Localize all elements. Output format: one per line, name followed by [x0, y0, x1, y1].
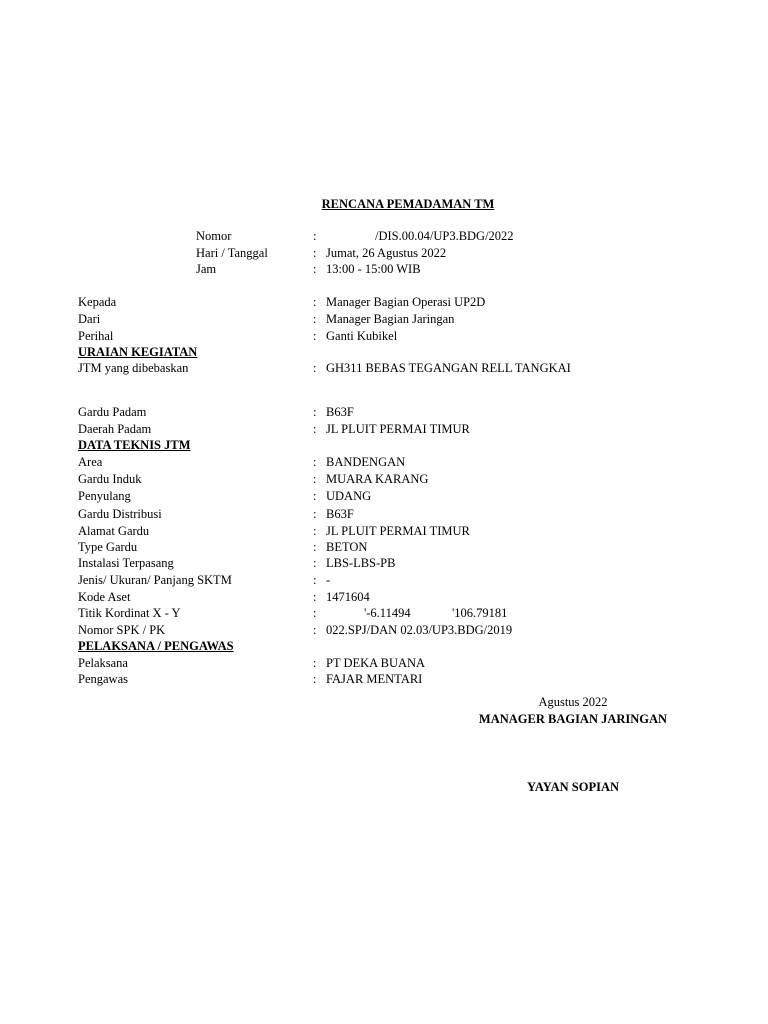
field-label: Area	[78, 455, 103, 469]
field-value: Manager Bagian Operasi UP2D	[326, 295, 486, 309]
signature-name: YAYAN SOPIAN	[526, 780, 620, 794]
jtm-row	[0, 361, 768, 377]
memo-row-dari	[0, 312, 768, 328]
memo-row-perihal	[0, 329, 768, 345]
field-value: JL PLUIT PERMAI TIMUR	[326, 524, 470, 538]
colon: :	[313, 656, 317, 670]
section-heading-teknis: DATA TEKNIS JTM	[78, 438, 191, 452]
header-value: 13:00 - 15:00 WIB	[326, 262, 421, 276]
coordinate-x-value: '-6.11494	[364, 606, 411, 620]
field-value: GH311 BEBAS TEGANGAN RELL TANGKAI	[326, 361, 571, 375]
field-value: B63F	[326, 507, 354, 521]
field-label: JTM yang dibebaskan	[78, 361, 189, 375]
field-label: Penyulang	[78, 489, 131, 503]
teknis-row-area	[0, 455, 768, 471]
field-label: Alamat Gardu	[78, 524, 150, 538]
field-value: UDANG	[326, 489, 372, 503]
field-label: Gardu Induk	[78, 472, 142, 486]
padam-row-gardu	[0, 405, 768, 421]
colon: :	[313, 229, 317, 243]
header-value: Jumat, 26 Agustus 2022	[326, 246, 447, 260]
header-label: Hari / Tanggal	[196, 246, 268, 260]
teknis-row-koordinat	[0, 606, 768, 622]
header-row-tanggal	[0, 246, 768, 262]
field-label: Dari	[78, 312, 101, 326]
field-label: Instalasi Terpasang	[78, 556, 174, 570]
colon: :	[313, 329, 317, 343]
field-value: MUARA KARANG	[326, 472, 429, 486]
header-label: Nomor	[196, 229, 232, 243]
field-value: Manager Bagian Jaringan	[326, 312, 455, 326]
field-label: Kode Aset	[78, 590, 131, 604]
section-heading-pelaksana: PELAKSANA / PENGAWAS	[78, 639, 234, 653]
field-label: Jenis/ Ukuran/ Panjang SKTM	[78, 573, 232, 587]
colon: :	[313, 312, 317, 326]
field-label: Titik Kordinat X - Y	[78, 606, 181, 620]
colon: :	[313, 672, 317, 686]
field-label: Type Gardu	[78, 540, 138, 554]
field-label: Gardu Padam	[78, 405, 147, 419]
teknis-row-gardu-induk	[0, 472, 768, 488]
header-row-nomor	[0, 229, 768, 245]
field-value: 1471604	[326, 590, 370, 604]
teknis-row-penyulang	[0, 489, 768, 505]
header-value: /DIS.00.04/UP3.BDG/2022	[375, 229, 514, 243]
field-label: Gardu Distribusi	[78, 507, 162, 521]
field-label: Perihal	[78, 329, 114, 343]
header-label: Jam	[196, 262, 217, 276]
teknis-row-type-gardu	[0, 540, 768, 556]
teknis-row-kode-aset	[0, 590, 768, 606]
colon: :	[313, 361, 317, 375]
colon: :	[313, 489, 317, 503]
colon: :	[313, 623, 317, 637]
padam-row-daerah	[0, 422, 768, 438]
signature-position: MANAGER BAGIAN JARINGAN	[478, 712, 668, 726]
field-value: JL PLUIT PERMAI TIMUR	[326, 422, 470, 436]
pelaksana-row	[0, 656, 768, 672]
field-value: -	[326, 573, 331, 587]
colon: :	[313, 606, 317, 620]
field-label: Pengawas	[78, 672, 128, 686]
field-value: BANDENGAN	[326, 455, 406, 469]
teknis-row-spk	[0, 623, 768, 639]
teknis-row-gardu-distribusi	[0, 507, 768, 523]
colon: :	[313, 590, 317, 604]
field-value: FAJAR MENTARI	[326, 672, 423, 686]
colon: :	[313, 556, 317, 570]
field-value: BETON	[326, 540, 368, 554]
field-label: Nomor SPK / PK	[78, 623, 166, 637]
colon: :	[313, 246, 317, 260]
memo-row-kepada	[0, 295, 768, 311]
colon: :	[313, 472, 317, 486]
field-value: PT DEKA BUANA	[326, 656, 426, 670]
colon: :	[313, 422, 317, 436]
header-row-jam	[0, 262, 768, 278]
field-value: 022.SPJ/DAN 02.03/UP3.BDG/2019	[326, 623, 513, 637]
colon: :	[313, 507, 317, 521]
colon: :	[313, 405, 317, 419]
field-value: B63F	[326, 405, 354, 419]
teknis-row-instalasi	[0, 556, 768, 572]
colon: :	[313, 573, 317, 587]
field-value: LBS-LBS-PB	[326, 556, 396, 570]
field-label: Kepada	[78, 295, 117, 309]
teknis-row-alamat-gardu	[0, 524, 768, 540]
colon: :	[313, 455, 317, 469]
section-heading-uraian: URAIAN KEGIATAN	[78, 345, 198, 359]
document-title: RENCANA PEMADAMAN TM	[321, 197, 495, 211]
colon: :	[313, 262, 317, 276]
coordinate-y-value: '106.79181	[452, 606, 508, 620]
colon: :	[313, 524, 317, 538]
field-label: Pelaksana	[78, 656, 128, 670]
pengawas-row	[0, 672, 768, 688]
colon: :	[313, 540, 317, 554]
signature-date: Agustus 2022	[538, 695, 608, 709]
field-value: Ganti Kubikel	[326, 329, 398, 343]
colon: :	[313, 295, 317, 309]
field-label: Daerah Padam	[78, 422, 152, 436]
teknis-row-sktm	[0, 573, 768, 589]
